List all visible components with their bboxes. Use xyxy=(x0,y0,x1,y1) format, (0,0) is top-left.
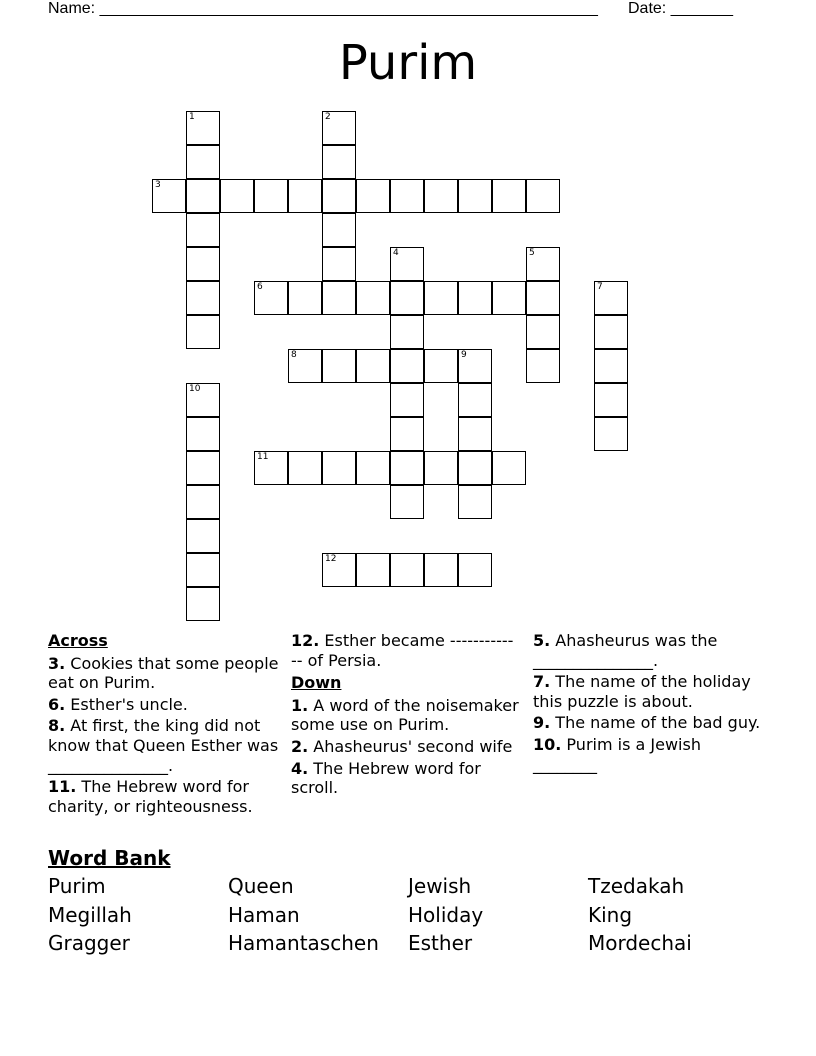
crossword-cell[interactable] xyxy=(390,281,424,315)
crossword-cell[interactable] xyxy=(186,281,220,315)
crossword-cell[interactable] xyxy=(288,451,322,485)
crossword-cell[interactable] xyxy=(356,281,390,315)
crossword-cell[interactable] xyxy=(356,451,390,485)
crossword-cell[interactable] xyxy=(152,179,186,213)
crossword-cell[interactable] xyxy=(322,553,356,587)
crossword-cell[interactable] xyxy=(186,315,220,349)
crossword-cell[interactable] xyxy=(186,519,220,553)
crossword-cell[interactable] xyxy=(458,179,492,213)
word-bank-item: Megillah xyxy=(48,903,132,927)
crossword-cell[interactable] xyxy=(356,349,390,383)
crossword-cell[interactable] xyxy=(322,213,356,247)
word-bank-item: Queen xyxy=(228,874,294,898)
crossword-cell[interactable] xyxy=(322,451,356,485)
clue-number: 3 xyxy=(155,180,161,190)
crossword-cell[interactable] xyxy=(390,417,424,451)
down-heading: Down xyxy=(291,673,342,693)
clue-number: 1 xyxy=(189,112,195,122)
across-heading: Across xyxy=(48,631,108,650)
down-clue-7: 7. The name of the holiday this puzzle is about. xyxy=(533,672,751,711)
across-clue-12: 12. Esther became ------------- of Persia. xyxy=(291,631,514,670)
word-bank-item: Tzedakah xyxy=(588,874,685,898)
clue-number: 6 xyxy=(257,282,263,292)
crossword-cell[interactable] xyxy=(526,349,560,383)
crossword-cell[interactable] xyxy=(594,383,628,417)
crossword-cell[interactable] xyxy=(458,349,492,383)
crossword-cell[interactable] xyxy=(322,247,356,281)
crossword-cell[interactable] xyxy=(526,281,560,315)
crossword-cell[interactable] xyxy=(186,553,220,587)
across-clue-6: 6. Esther's uncle. xyxy=(48,694,188,714)
crossword-cell[interactable] xyxy=(424,281,458,315)
down-clue-4: 4. The Hebrew word for scroll. xyxy=(291,758,481,798)
clue-number: 4 xyxy=(393,248,399,258)
crossword-cell[interactable] xyxy=(288,179,322,213)
word-bank-item: Hamantaschen xyxy=(228,931,379,955)
crossword-cell[interactable] xyxy=(322,145,356,179)
crossword-cell[interactable] xyxy=(186,383,220,417)
crossword-cell[interactable] xyxy=(458,281,492,315)
crossword-cell[interactable] xyxy=(458,485,492,519)
clue-number: 7 xyxy=(597,282,603,292)
word-bank-item: Haman xyxy=(228,903,300,927)
crossword-cell[interactable] xyxy=(492,179,526,213)
word-bank-item: Esther xyxy=(408,931,473,955)
crossword-cell[interactable] xyxy=(458,451,492,485)
crossword-cell[interactable] xyxy=(254,179,288,213)
puzzle-title: Purim xyxy=(338,35,478,91)
clue-number: 2 xyxy=(325,112,331,122)
word-bank-item: Jewish xyxy=(408,874,472,898)
crossword-cell[interactable] xyxy=(288,349,322,383)
crossword-cell[interactable] xyxy=(322,281,356,315)
crossword-cell[interactable] xyxy=(220,179,254,213)
clue-number: 11 xyxy=(257,452,269,462)
crossword-cell[interactable] xyxy=(424,451,458,485)
crossword-cell[interactable] xyxy=(254,451,288,485)
crossword-cell[interactable] xyxy=(186,145,220,179)
crossword-cell[interactable] xyxy=(186,111,220,145)
crossword-cell[interactable] xyxy=(322,349,356,383)
crossword-cell[interactable] xyxy=(390,349,424,383)
crossword-cell[interactable] xyxy=(594,281,628,315)
crossword-cell[interactable] xyxy=(424,349,458,383)
crossword-cell[interactable] xyxy=(594,349,628,383)
crossword-cell[interactable] xyxy=(322,179,356,213)
crossword-cell[interactable] xyxy=(186,179,220,213)
crossword-cell[interactable] xyxy=(594,315,628,349)
crossword-cell[interactable] xyxy=(492,281,526,315)
crossword-cell[interactable] xyxy=(322,111,356,145)
word-bank-item: Holiday xyxy=(408,903,484,927)
crossword-cell[interactable] xyxy=(458,553,492,587)
word-bank-item: Purim xyxy=(48,874,106,898)
across-clue-3: 3. Cookies that some people eat on Purim. xyxy=(48,653,279,693)
clue-number: 12 xyxy=(325,554,337,564)
crossword-cell[interactable] xyxy=(458,417,492,451)
word-bank-item: Mordechai xyxy=(588,931,692,955)
crossword-cell[interactable] xyxy=(458,383,492,417)
crossword-cell[interactable] xyxy=(186,587,220,621)
crossword-cell[interactable] xyxy=(186,485,220,519)
crossword-cell[interactable] xyxy=(390,451,424,485)
across-clue-11: 11. The Hebrew word for charity, or righteousness. xyxy=(48,777,253,816)
word-bank-item: Gragger xyxy=(48,931,130,955)
crossword-cell[interactable] xyxy=(288,281,322,315)
date-field-label: Date: _______ xyxy=(628,0,733,17)
crossword-cell[interactable] xyxy=(526,179,560,213)
word-bank-item: King xyxy=(588,903,633,927)
crossword-cell[interactable] xyxy=(424,553,458,587)
clue-number: 5 xyxy=(529,248,535,258)
clues-column-2 xyxy=(291,631,519,800)
clue-number: 8 xyxy=(291,350,297,360)
crossword-cell[interactable] xyxy=(390,553,424,587)
across-clue-8: 8. At first, the king did not know that Queen Esther was _______________. xyxy=(48,716,279,775)
crossword-cell[interactable] xyxy=(492,451,526,485)
crossword-cell[interactable] xyxy=(390,383,424,417)
crossword-cell[interactable] xyxy=(186,451,220,485)
crossword-cell[interactable] xyxy=(390,485,424,519)
word-bank-title: Word Bank xyxy=(48,846,171,870)
crossword-cell[interactable] xyxy=(356,179,390,213)
name-field-label: Name: ________________________________________________________ xyxy=(48,0,598,17)
crossword-cell[interactable] xyxy=(356,553,390,587)
crossword-cell[interactable] xyxy=(594,417,628,451)
crossword-cell[interactable] xyxy=(390,179,424,213)
crossword-cell[interactable] xyxy=(254,281,288,315)
clue-number: 10 xyxy=(189,384,201,394)
crossword-cell[interactable] xyxy=(526,247,560,281)
clues-column-1 xyxy=(48,631,280,818)
clue-number: 9 xyxy=(461,350,467,360)
down-clue-2: 2. Ahasheurus' second wife xyxy=(291,736,513,756)
clues-column-3 xyxy=(533,631,765,776)
crossword-cell[interactable] xyxy=(186,213,220,247)
crossword-cell[interactable] xyxy=(390,247,424,281)
crossword-cell[interactable] xyxy=(186,417,220,451)
down-clue-9: 9. The name of the bad guy. xyxy=(533,713,761,733)
crossword-cell[interactable] xyxy=(390,315,424,349)
crossword-cell[interactable] xyxy=(424,179,458,213)
crossword-cell[interactable] xyxy=(186,247,220,281)
crossword-cell[interactable] xyxy=(526,315,560,349)
down-clue-10: 10. Purim is a Jewish ________ xyxy=(533,734,701,774)
down-clue-5: 5. Ahasheurus was the _______________. xyxy=(533,631,718,670)
down-clue-1: 1. A word of the noisemaker some use on Purim. xyxy=(291,695,519,735)
